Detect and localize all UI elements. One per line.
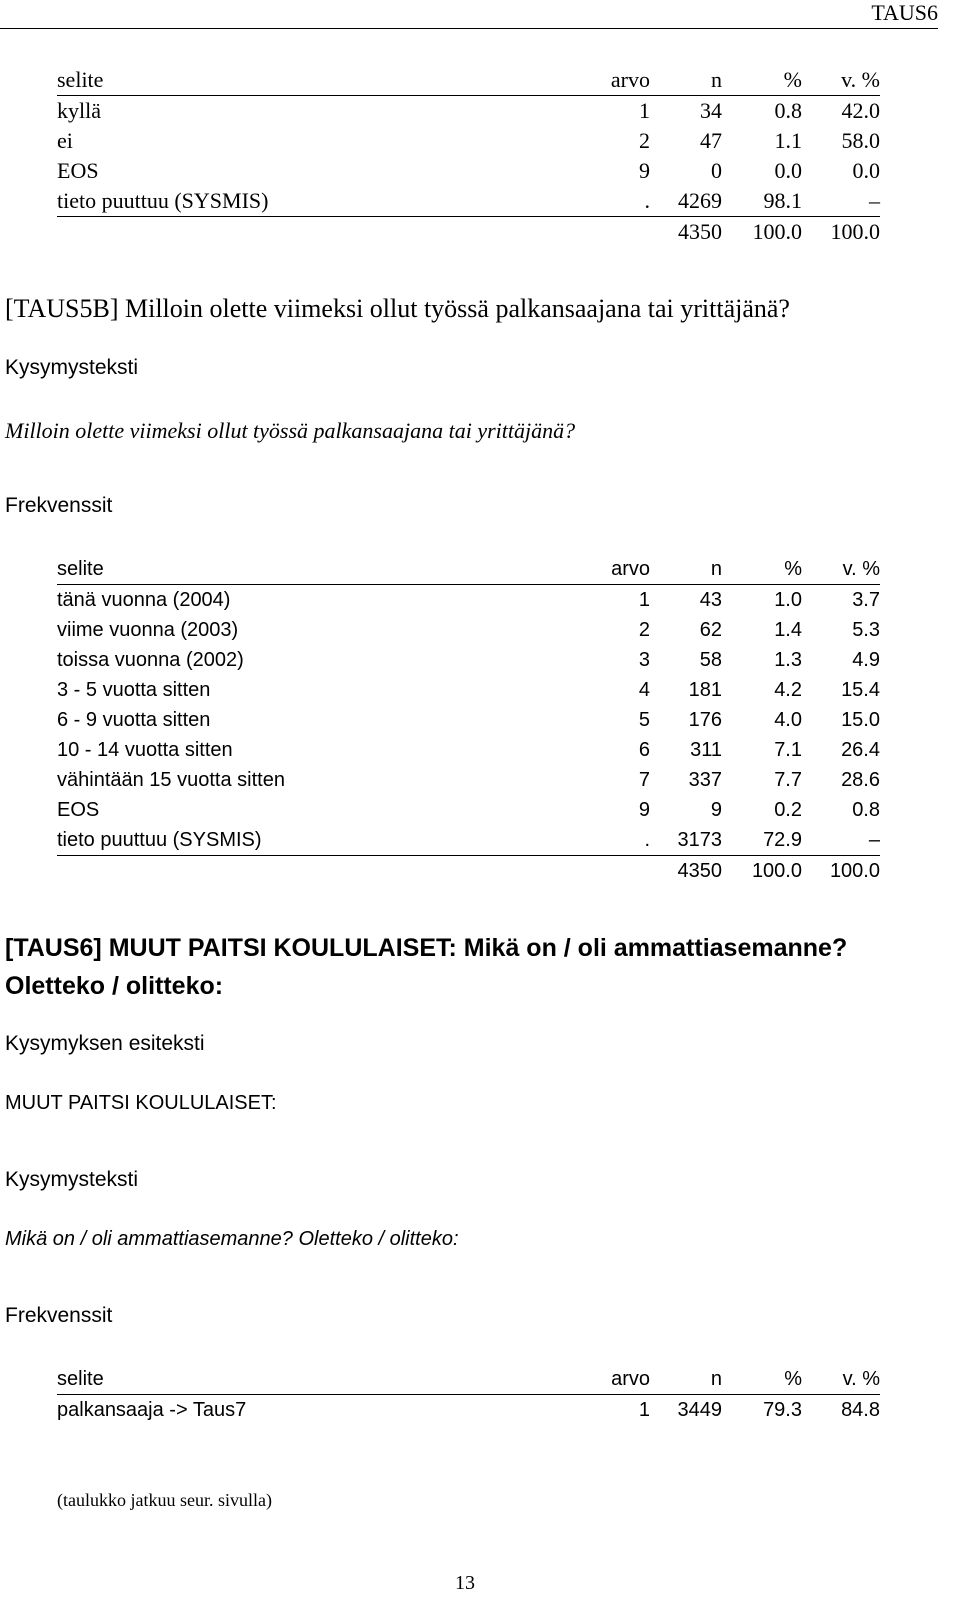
column-header-n: n	[650, 65, 722, 96]
cell-selite: kyllä	[57, 98, 101, 123]
cell-arvo: .	[644, 829, 650, 851]
cell-valid-percent: 42.0	[841, 98, 880, 123]
table-row	[57, 825, 880, 856]
cell-selite: EOS	[57, 158, 99, 183]
cell-valid-percent: –	[868, 829, 880, 851]
cell-valid-percent: 0.8	[852, 799, 880, 821]
table-row	[57, 126, 880, 156]
column-header-valid-percent: v. %	[802, 554, 880, 585]
frequencies-label: Frekvenssit	[5, 494, 113, 517]
cell-selite: 6 - 9 vuotta sitten	[57, 709, 211, 731]
cell-valid-percent: 3.7	[852, 589, 880, 611]
question-label: Kysymysteksti	[5, 356, 139, 379]
table-row	[57, 645, 880, 675]
cell-selite: toissa vuonna (2002)	[57, 649, 244, 671]
running-header-title: TAUS6	[871, 0, 938, 25]
cell-n: 58	[699, 649, 722, 671]
cell-arvo: 2	[638, 619, 650, 641]
column-header-percent: %	[722, 1364, 802, 1395]
cell-total-valid-percent: 100.0	[802, 217, 880, 248]
section-heading-taus6: [TAUS6] MUUT PAITSI KOULULAISET: Mikä on / oli ammattiasemanne? Oletteko / olitteko:	[5, 934, 848, 1000]
question-text: Mikä on / oli ammattiasemanne? Oletteko / olitteko:	[5, 1228, 459, 1250]
table-row	[57, 735, 880, 765]
cell-percent: 1.0	[774, 589, 802, 611]
cell-selite: palkansaaja -> Taus7	[57, 1399, 247, 1421]
cell-n: 3173	[677, 829, 722, 851]
cell-arvo: 9	[639, 158, 650, 183]
cell-total-valid-percent: 100.0	[802, 856, 880, 887]
cell-selite	[57, 856, 570, 887]
cell-selite: tieto puuttuu (SYSMIS)	[57, 829, 262, 851]
cell-percent: 1.1	[774, 128, 802, 153]
column-header-valid-percent: v. %	[802, 1364, 880, 1395]
cell-arvo: 1	[638, 1399, 650, 1421]
column-header-selite: selite	[57, 65, 570, 96]
table-row	[57, 96, 880, 127]
cell-n: 337	[688, 769, 722, 791]
column-header-selite: selite	[57, 1364, 570, 1395]
cell-percent: 1.4	[774, 619, 802, 641]
frequency-table-continued	[57, 65, 880, 247]
cell-n: 311	[690, 739, 722, 761]
table-row	[57, 795, 880, 825]
cell-valid-percent: 0.0	[852, 158, 880, 183]
cell-selite: viime vuonna (2003)	[57, 619, 239, 641]
cell-selite: tänä vuonna (2004)	[57, 589, 231, 611]
cell-percent: 7.1	[774, 739, 802, 761]
cell-selite: 10 - 14 vuotta sitten	[57, 739, 233, 761]
cell-arvo: 5	[638, 709, 650, 731]
cell-n: 47	[700, 128, 722, 153]
column-header-n: n	[650, 1364, 722, 1395]
cell-valid-percent: 5.3	[852, 619, 880, 641]
cell-arvo: 6	[638, 739, 650, 761]
header-rule	[0, 28, 938, 29]
cell-selite: EOS	[57, 799, 100, 821]
table-continued-note: (taulukko jatkuu seur. sivulla)	[57, 1490, 272, 1510]
cell-percent: 0.0	[774, 158, 802, 183]
cell-arvo	[570, 856, 650, 887]
cell-total-percent: 100.0	[722, 217, 802, 248]
cell-arvo: 7	[638, 769, 650, 791]
page-number: 13	[455, 1572, 475, 1594]
cell-percent: 98.1	[763, 188, 802, 213]
cell-n: 176	[688, 709, 722, 731]
table-total-row	[57, 856, 880, 887]
pre-text-label: Kysymyksen esiteksti	[5, 1032, 205, 1055]
cell-percent: 7.7	[774, 769, 802, 791]
cell-arvo: 9	[638, 799, 650, 821]
table-total-row	[57, 217, 880, 248]
column-header-n: n	[650, 554, 722, 585]
table-row	[57, 615, 880, 645]
cell-selite	[57, 217, 570, 248]
cell-arvo: 2	[639, 128, 650, 153]
cell-total-n: 4350	[650, 217, 722, 248]
cell-valid-percent: 15.0	[841, 709, 880, 731]
cell-percent: 0.2	[774, 799, 802, 821]
column-header-percent: %	[722, 65, 802, 96]
column-header-arvo: arvo	[570, 1364, 650, 1395]
table-header-row	[57, 1364, 880, 1395]
cell-valid-percent: 28.6	[841, 769, 880, 791]
cell-valid-percent: 15.4	[841, 679, 880, 701]
cell-n: 43	[699, 589, 722, 611]
cell-n: 62	[699, 619, 722, 641]
column-header-selite: selite	[57, 554, 570, 585]
frequency-table-taus5b	[57, 554, 880, 886]
cell-selite: 3 - 5 vuotta sitten	[57, 679, 211, 701]
table-row	[57, 1395, 880, 1426]
cell-percent: 0.8	[774, 98, 802, 123]
cell-arvo: 3	[638, 649, 650, 671]
cell-percent: 72.9	[763, 829, 802, 851]
cell-percent: 4.2	[774, 679, 802, 701]
cell-arvo: .	[644, 188, 650, 213]
cell-arvo: 1	[638, 589, 650, 611]
cell-valid-percent: 26.4	[841, 739, 880, 761]
cell-arvo: 1	[639, 98, 650, 123]
column-header-percent: %	[722, 554, 802, 585]
cell-valid-percent: 4.9	[852, 649, 880, 671]
table-header-row	[57, 65, 880, 96]
cell-arvo	[570, 217, 650, 248]
table-row	[57, 186, 880, 217]
cell-valid-percent: –	[869, 188, 880, 213]
table-row	[57, 675, 880, 705]
section-heading-taus5b: [TAUS5B] Milloin olette viimeksi ollut työssä palkansaajana tai yrittäjänä?	[5, 294, 790, 323]
cell-selite: vähintään 15 vuotta sitten	[57, 769, 285, 791]
table-row	[57, 156, 880, 186]
cell-n: 34	[700, 98, 722, 123]
cell-percent: 1.3	[774, 649, 802, 671]
table-row	[57, 705, 880, 735]
table-header-row	[57, 554, 880, 585]
cell-total-n: 4350	[650, 856, 722, 887]
cell-selite: tieto puuttuu (SYSMIS)	[57, 188, 269, 213]
pre-text: MUUT PAITSI KOULULAISET:	[5, 1092, 277, 1114]
cell-n: 3449	[677, 1399, 722, 1421]
cell-selite: ei	[57, 128, 73, 153]
cell-arvo: 4	[638, 679, 650, 701]
question-text: Milloin olette viimeksi ollut työssä palkansaajana tai yrittäjänä?	[5, 418, 576, 443]
cell-valid-percent: 84.8	[841, 1399, 880, 1421]
cell-total-percent: 100.0	[722, 856, 802, 887]
cell-valid-percent: 58.0	[841, 128, 880, 153]
cell-n: 4269	[678, 188, 722, 213]
cell-percent: 4.0	[774, 709, 802, 731]
column-header-arvo: arvo	[570, 554, 650, 585]
table-row	[57, 585, 880, 616]
column-header-arvo: arvo	[570, 65, 650, 96]
question-label: Kysymysteksti	[5, 1168, 139, 1191]
cell-n: 181	[688, 679, 722, 701]
cell-percent: 79.3	[763, 1399, 802, 1421]
frequency-table-taus6	[57, 1364, 880, 1425]
cell-n: 0	[711, 158, 722, 183]
table-row	[57, 765, 880, 795]
column-header-valid-percent: v. %	[802, 65, 880, 96]
frequencies-label: Frekvenssit	[5, 1304, 113, 1327]
cell-n: 9	[710, 799, 722, 821]
